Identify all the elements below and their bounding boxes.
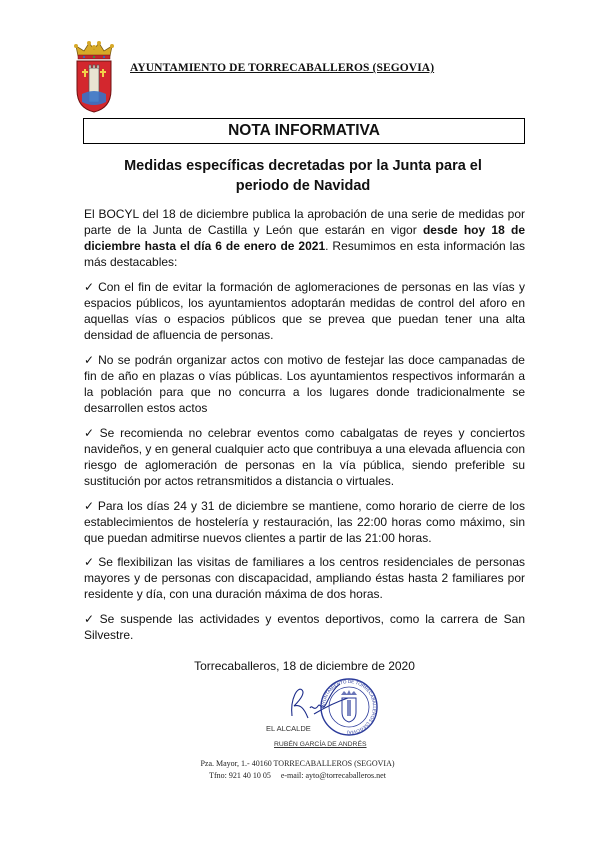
nota-informativa-label: NOTA INFORMATIVA	[228, 122, 380, 139]
intro-text-1: El BOCYL del 18 de diciembre publica la aprobación de una serie de medidas por parte de la Junta de Castilla y León que estarán en vigor	[84, 207, 525, 238]
measure-item	[84, 425, 525, 489]
nota-informativa-box	[83, 118, 525, 144]
signatory-role: EL ALCALDE	[266, 724, 311, 733]
measure-item	[84, 498, 525, 546]
signature-block	[266, 674, 406, 754]
check-icon: ✓	[84, 352, 96, 367]
measure-item	[84, 611, 525, 643]
measure-item	[84, 554, 525, 602]
organization-header: AYUNTAMIENTO DE TORRECABALLEROS (SEGOVIA)	[130, 62, 435, 74]
title-line-1: Medidas específicas decretadas por la Junta para el	[124, 158, 482, 174]
measure-text: Se flexibilizan las visitas de familiares a los centros residenciales de personas mayores y de personas con discapacidad, ampliando éstas hasta 2 familiares por residente y día, con una duración máxima de dos horas.	[84, 555, 525, 602]
measure-item	[84, 279, 525, 343]
measure-text: Con el fin de evitar la formación de aglomeraciones de personas en las vías y espacios públicos, los ayuntamientos adoptarán medidas de control del aforo en aquellas vías o espacios públicos que se prevea que puedan tener una alta densidad de afluencia de personas.	[84, 279, 525, 343]
footer-address: Pza. Mayor, 1.- 40160 TORRECABALLEROS (SEGOVIA)	[200, 759, 395, 768]
measure-text: Se suspende las actividades y eventos deportivos, como la carrera de San Silvestre.	[84, 612, 526, 643]
signatory-name: RUBÉN GARCÍA DE ANDRÉS	[274, 741, 367, 748]
measure-item	[84, 352, 525, 416]
intro-bold-dates: desde hoy 18 de diciembre hasta el día 6 de enero de 2021	[84, 223, 525, 254]
footer	[0, 758, 595, 781]
measure-text: Para los días 24 y 31 de diciembre se mantiene, como horario de cierre de los establecimientos de hostelería y restauración, las 22:00 horas como máximo, sin que puedan admitirse nuevos clientes a partir de las 21:00 horas.	[84, 498, 525, 545]
title-line-2: periodo de Navidad	[235, 178, 371, 194]
stamp-text: AYUNTAMIENTO DE TORRECABALLEROS (SEGOVIA)	[320, 678, 378, 736]
check-icon: ✓	[84, 425, 97, 440]
check-icon: ✓	[84, 498, 95, 513]
measure-text: No se podrán organizar actos con motivo de festejar las doce campanadas de fin de año en plazas o vías públicas. Los ayuntamientos respectivos informarán a la población para que no concurra a los lugares donde tradicionalmente se desarrollen estos actos	[84, 352, 525, 416]
check-icon: ✓	[84, 555, 96, 570]
intro-text-2: . Resumimos en esta información las más destacables:	[84, 239, 526, 270]
footer-contact: Tfno: 921 40 10 05 e-mail: ayto@torrecaballeros.net	[209, 770, 386, 780]
document-body	[84, 206, 525, 652]
document-title	[98, 156, 508, 196]
check-icon: ✓	[84, 279, 96, 294]
municipal-crest-logo	[72, 38, 116, 114]
intro-paragraph	[84, 206, 525, 270]
official-stamp	[318, 676, 380, 738]
measure-text: Se recomienda no celebrar eventos como cabalgatas de reyes y conciertos navideños, y en general cualquier acto que contribuya a una elevada afluencia con riesgo de aglomeración de personas en la vía pública, siendo preferible su sustitución por actos retransmitidos a distancia o virtuales.	[84, 425, 525, 488]
document-date: Torrecaballeros, 18 de diciembre de 2020	[194, 659, 415, 673]
check-icon: ✓	[84, 612, 97, 627]
